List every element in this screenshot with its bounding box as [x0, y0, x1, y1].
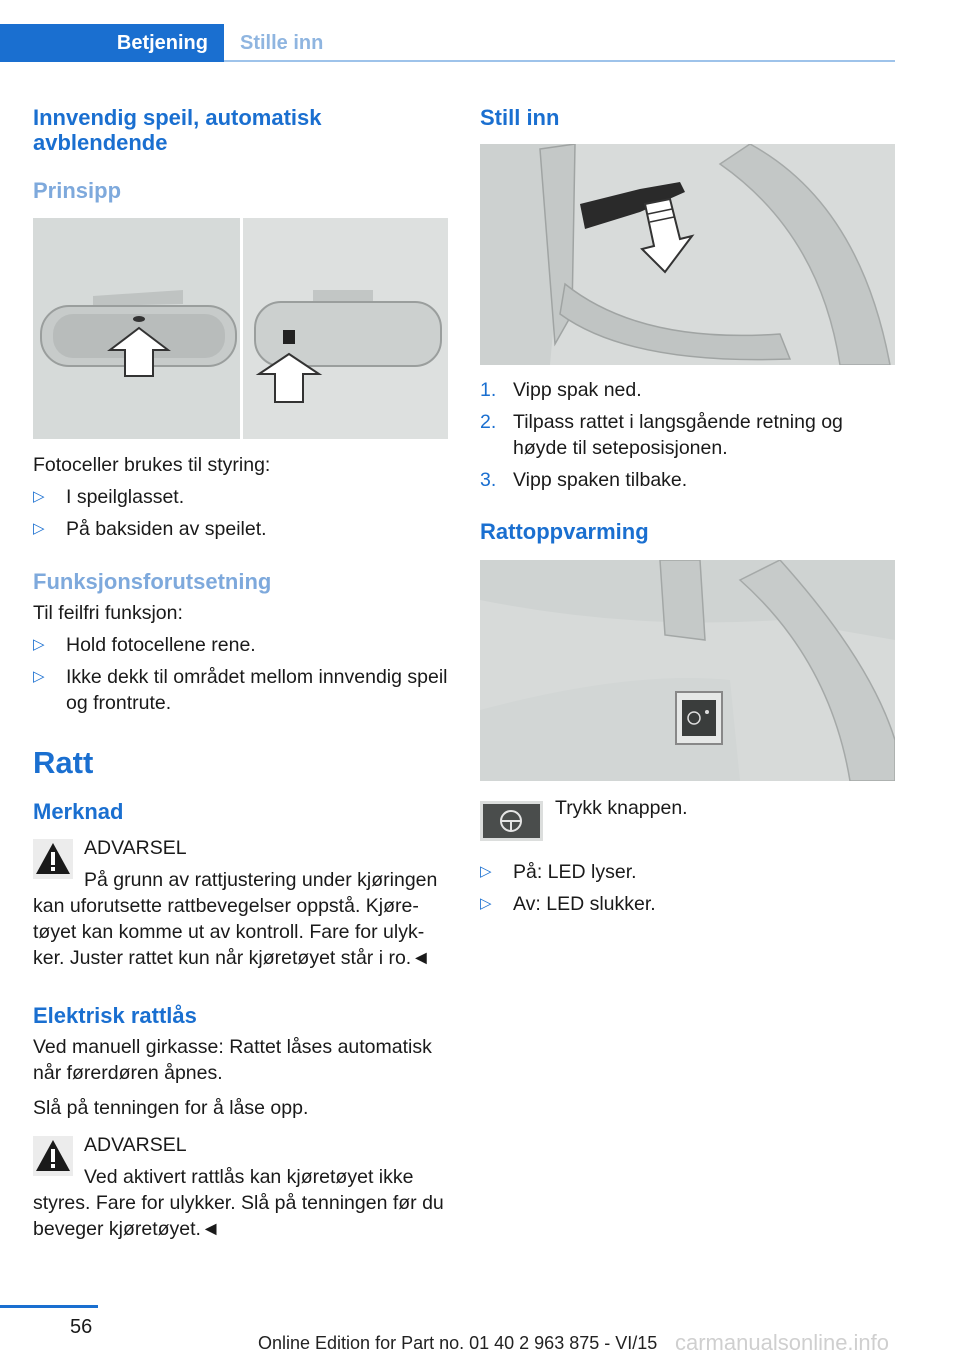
subheading-steering-heating: Rattoppvarming [480, 519, 649, 544]
subheading-steering-lock: Elektrisk rattlås [33, 1003, 197, 1028]
steering-lock-text: Ved manuell girkasse: Rattet låses automatisk når førerdøren åpnes. [33, 1036, 432, 1084]
warning-text: På grunn av rattjustering under kjøringen kan uforutsette rattbevegelser oppstå. Kjøre-tøyet kan komme ut av kontroll. Fare for ulyk-ker. Juster rattet kun når kjøretøyet står i ro.◄ [33, 869, 438, 969]
photo-cell-list [33, 484, 448, 542]
section-title-mirror: Innvendig speil, automatisk avblendende [33, 105, 322, 155]
warning-title: ADVARSEL [84, 1134, 187, 1156]
triangle-bullet-icon: ▷ [33, 668, 45, 685]
heating-button-photo [480, 560, 895, 781]
page-number: 56 [70, 1316, 93, 1338]
list-item: ▷ På baksiden av speilet. [33, 518, 267, 540]
left-column [33, 100, 448, 1242]
step-item: 2. Tilpass rattet i langsgående retning og høyde til seteposisjonen. [480, 411, 843, 459]
list-item: ▷ I speilglasset. [33, 486, 185, 508]
mirror-photo [33, 218, 448, 439]
heating-button-illustration [480, 560, 895, 781]
triangle-bullet-icon: ▷ [33, 520, 45, 537]
button-caption-row [480, 797, 895, 841]
tab-betjening[interactable]: Betjening [0, 24, 224, 62]
step-item: 3. Vipp spaken tilbake. [480, 469, 688, 491]
warning-text: Ved aktivert rattlås kan kjøretøyet ikke styres. Fare for ulykker. Slå på tenningen før du beveger kjøretøyet.◄ [33, 1166, 444, 1240]
function-intro: Til feilfri funksjon: [33, 602, 183, 624]
triangle-bullet-icon: ▷ [480, 895, 492, 912]
list-item: ▷ På: LED lyser. [480, 861, 637, 883]
adjust-steps-list [480, 377, 895, 493]
header-divider [224, 60, 895, 62]
step-item: 1. Vipp spak ned. [480, 379, 642, 401]
chapter-tabs [0, 24, 895, 62]
triangle-bullet-icon: ▷ [480, 863, 492, 880]
tab-stille-inn[interactable]: Stille inn [240, 31, 324, 54]
warning-triangle-icon [33, 1136, 73, 1176]
mirror-illustration [33, 218, 448, 439]
list-item: ▷ Av: LED slukker. [480, 893, 656, 915]
warning-title: ADVARSEL [84, 837, 187, 859]
photo-intro: Fotoceller brukes til styring: [33, 454, 271, 476]
subheading-function: Funksjonsforutsetning [33, 569, 272, 594]
list-item: ▷ Hold fotocellene rene. [33, 634, 256, 656]
warning-triangle-icon [33, 839, 73, 879]
steering-lever-illustration [480, 144, 895, 365]
triangle-bullet-icon: ▷ [33, 488, 45, 505]
steering-lock-unlock-text: Slå på tenningen for å låse opp. [33, 1097, 309, 1119]
function-list [33, 632, 448, 716]
subheading-principle: Prinsipp [33, 178, 122, 203]
edition-text: Online Edition for Part no. 01 40 2 963 875 - VI/15 [258, 1333, 658, 1353]
list-item: ▷ Ikke dekk til området mellom innvendig speil og frontrute. [33, 666, 448, 714]
steering-lever-photo [480, 144, 895, 365]
subheading-adjust: Still inn [480, 105, 560, 130]
heating-led-list [480, 859, 895, 917]
footer-divider [0, 1305, 98, 1308]
button-caption: Trykk knappen. [555, 797, 688, 819]
right-column [480, 100, 895, 917]
warning-box-1 [33, 835, 448, 971]
watermark-text: carmanualsonline.info [675, 1330, 890, 1355]
triangle-bullet-icon: ▷ [33, 636, 45, 653]
subheading-merknad: Merknad [33, 799, 124, 824]
steering-heating-button-icon [480, 801, 543, 841]
warning-box-2 [33, 1132, 448, 1242]
section-title-ratt: Ratt [33, 745, 94, 780]
